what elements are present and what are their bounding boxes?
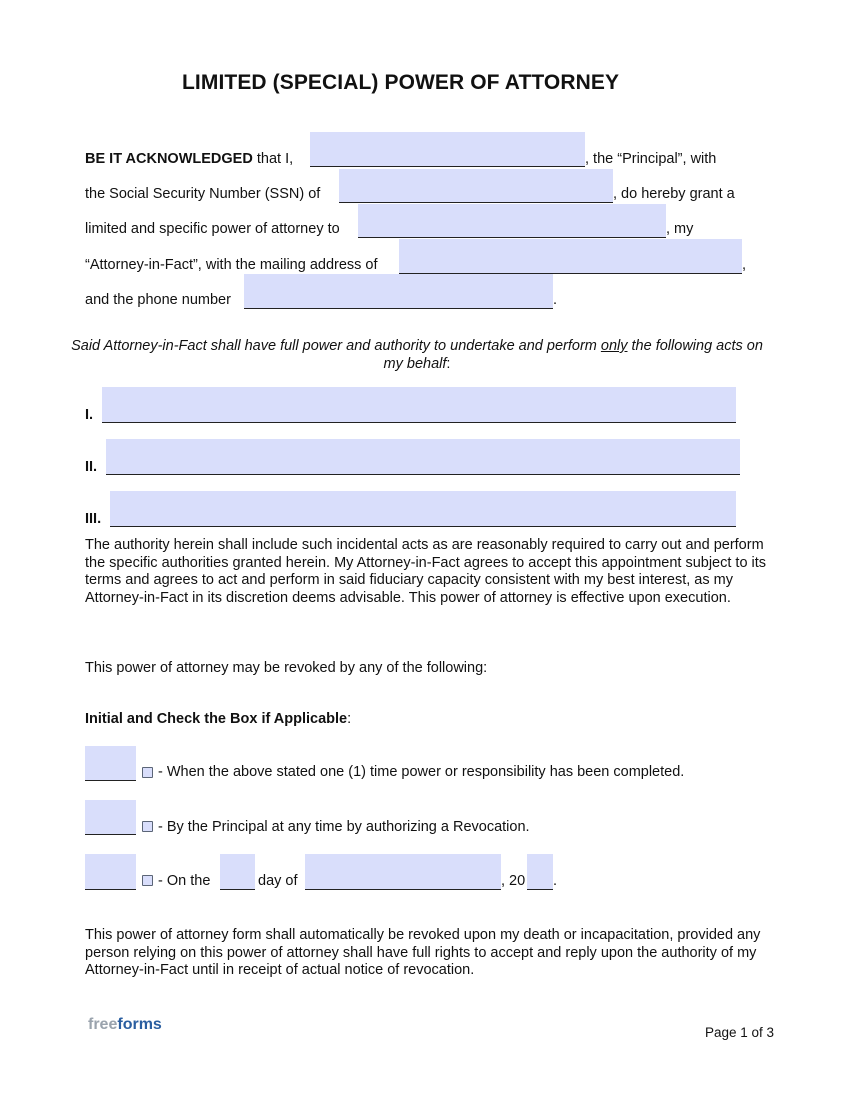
be-it-acknowledged: BE IT ACKNOWLEDGED	[85, 151, 253, 167]
acts-heading	[67, 337, 767, 373]
mailing-address-field[interactable]	[399, 239, 742, 274]
act-numeral-2: II.	[85, 459, 98, 475]
phone-number-field[interactable]	[244, 274, 553, 309]
attorney-name-field[interactable]	[358, 204, 666, 238]
initial-field-2[interactable]	[85, 800, 136, 835]
period-text: .	[553, 292, 558, 308]
act-field-2[interactable]	[106, 439, 740, 475]
option-3-period: .	[553, 873, 558, 889]
revocation-day-field[interactable]	[220, 854, 255, 890]
option-3-checkbox[interactable]	[142, 875, 153, 886]
act-numeral-1: I.	[85, 407, 94, 423]
option-3-year-prefix: , 20	[501, 873, 526, 889]
acts-heading-only: only	[600, 338, 628, 354]
ssn-label: the Social Security Number (SSN) of	[85, 186, 321, 202]
act-field-3[interactable]	[110, 491, 736, 527]
principal-name-field[interactable]	[310, 132, 585, 167]
my-text: , my	[666, 221, 694, 237]
logo-forms-text: forms	[117, 1016, 162, 1033]
revocation-month-field[interactable]	[305, 854, 501, 890]
acts-heading-b: the following acts on my behalf	[383, 338, 763, 372]
option-1-checkbox[interactable]	[142, 767, 153, 778]
option-1-text: - When the above stated one (1) time power or responsibility has been completed.	[158, 764, 685, 780]
option-2-text: - By the Principal at any time by authorizing a Revocation.	[158, 819, 530, 835]
intro-line-1-start	[85, 151, 293, 168]
acts-heading-a: Said Attorney-in-Fact shall have full power and authority to undertake and perform	[71, 338, 601, 354]
principal-label: , the “Principal”, with	[585, 151, 717, 167]
that-i-text: that I,	[252, 151, 294, 167]
mailing-address-label: “Attorney-in-Fact”, with the mailing address of	[85, 257, 378, 273]
revocation-year-field[interactable]	[527, 854, 553, 890]
closing-paragraph: This power of attorney form shall automatically be revoked upon my death or incapacitation, provided any person relying on this power of attorney shall have full rights to accept and reply upon the authority of my Attorney-in-Fact until in receipt of actual notice of revocation.	[85, 927, 761, 978]
authority-paragraph: The authority herein shall include such incidental acts as are reasonably required to carry out and perform the specific authorities granted herein. My Attorney-in-Fact agrees to accept this appointment subject to its terms and agrees to act and perform in said fiduciary capacity consistent with my best interest, as my Attorney-in-Fact in its discretion deems advisable. This power of attorney is effective upon execution.	[85, 537, 767, 606]
initial-field-3[interactable]	[85, 854, 136, 890]
ssn-field[interactable]	[339, 169, 613, 203]
power-to-label: limited and specific power of attorney to	[85, 221, 340, 237]
initial-field-1[interactable]	[85, 746, 136, 781]
grant-text: , do hereby grant a	[613, 186, 735, 202]
act-field-1[interactable]	[102, 387, 736, 423]
initial-heading-text: Initial and Check the Box if Applicable	[85, 711, 348, 727]
phone-label: and the phone number	[85, 292, 231, 308]
page-number: Page 1 of 3	[705, 1025, 775, 1040]
act-numeral-3: III.	[85, 511, 102, 527]
comma-text: ,	[742, 257, 747, 273]
initial-heading	[85, 711, 351, 728]
document-title: LIMITED (SPECIAL) POWER OF ATTORNEY	[182, 71, 620, 94]
option-2-checkbox[interactable]	[142, 821, 153, 832]
acts-heading-colon: :	[446, 356, 451, 372]
option-3-on-the: - On the	[158, 873, 211, 889]
logo-free-text: free	[88, 1016, 118, 1033]
revocation-intro: This power of attorney may be revoked by any of the following:	[85, 660, 488, 676]
freeforms-logo	[88, 1016, 162, 1034]
option-3-day-of: day of	[258, 873, 298, 889]
initial-heading-colon: :	[347, 711, 352, 727]
